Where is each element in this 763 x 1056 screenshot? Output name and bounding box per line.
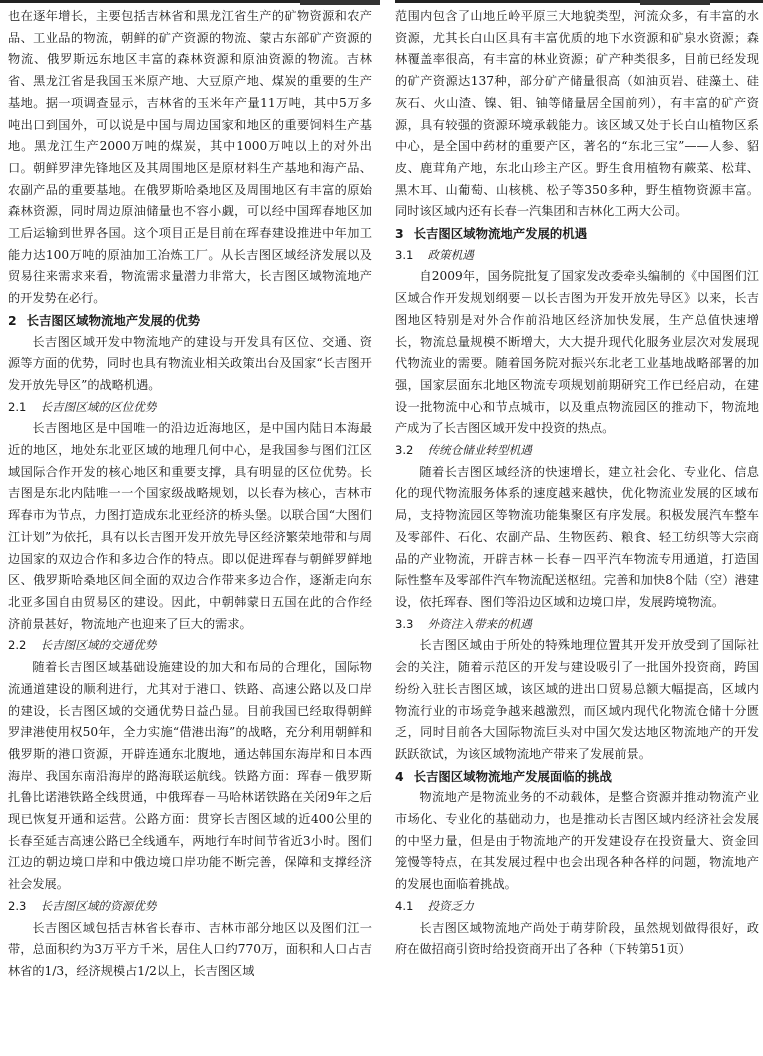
paragraph-2-2: 随着长吉图区域基础设施建设的加大和布局的合理化，国际物流通道建设的顺利进行，尤其对于港口、铁路、高速公路以及口岸的建设，长吉图区域的交通优势日益凸显。目前我国已经取得朝鲜罗津港使用权50年，全力实施“借港出海”的战略，充分利用朝鲜和俄罗斯的港口资源，开辟连通东北腹地，通达韩国东海岸和日本西海岸、我国东南沿海岸的路海联运航线。铁路方面：珲春－俄罗斯扎鲁比诺港铁路全线贯通，中俄珲春－马哈林诺铁路在关闭9年之后现已恢复开通和运营。公路方面：贯穿长吉图区域的近400公里的长春至延吉高速公路已全线通车，两地行车时间节省近3小时。图们江边的朝边境口岸和中俄边境口岸功能不断完善，保障和支撑经济社会发展。	[8, 660, 372, 892]
section-4-number: 4	[395, 768, 404, 784]
section-2-title: 长吉图区域物流地产发展的优势	[26, 312, 201, 328]
section-3-title: 长吉图区域物流地产发展的机遇	[413, 226, 588, 242]
subsection-3-3-title: 外资注入带来的机遇	[427, 616, 532, 631]
section-2-number: 2	[8, 312, 17, 328]
subsection-2-3-heading	[8, 896, 372, 918]
section-2-heading	[8, 310, 372, 332]
subsection-3-2-heading	[395, 440, 759, 462]
paragraph-3-1: 自2009年，国务院批复了国家发改委牵头编制的《中国图们江区域合作开发规划纲要－以长吉图为开发开放先导区》以来，长吉图地区特别是对外合作前沿地区经济加快发展，生产总值快速增长，物流总量规模不断增大，大大提升现代化服务业层次对发展现代物流业的需要。随着国务院对振兴东北老工业基地战略部署的加强，国家层面东北地区物流专项规划前期研究工作已经启动，在建设一批物流中心和节点城市，以及重点物流园区的推动下，物流地产成为了长吉图区域开发中投资的热点。	[395, 269, 759, 436]
subsection-3-3-number: 3.3	[395, 616, 414, 631]
subsection-2-1-heading	[8, 397, 372, 419]
section-4-title: 长吉图区域物流地产发展面临的挑战	[413, 768, 612, 784]
subsection-4-1-heading	[395, 896, 759, 918]
paragraph-4-1: 长吉图区域物流地产尚处于萌芽阶段，虽然规划做得很好，政府在做招商引资时给投资商开出了各种（下转第51页）	[395, 920, 759, 957]
paragraph-intro-continued: 也在逐年增长，主要包括吉林省和黑龙江省生产的矿物资源和农产品、工业品的物流，朝鲜的矿产资源的物流、蒙古东部矿产资源的物流、俄罗斯远东地区丰富的森林资源和原油资源的物流。吉林省、黑龙江省是我国玉米原产地、大豆原产地、煤炭的重要的生产基地。据一项调查显示，吉林省的玉米年产量11万吨，其中5万多吨出口到国外，可以说是中国与周边国家和地区的重要饲料生产基地。黑龙江生产2000万吨的煤炭，其中1000万吨以上的对外出口。朝鲜罗津先锋地区及其周围地区是原材料生产基地和海产品、农副产品的重要基地。在俄罗斯哈桑地区及周围地区有丰富的原始森林资源，同时周边原油储量也不容小觑，可以经中国珲春地区加工后运输到世界各国。这个项目正是目前在珲春建设推进中年加工能力达100万吨的原油加工冶炼工厂。从长吉图区域经济发展以及贸易往来需求来看，物流需求量潜力非常大，长吉图区域物流地产的开发势在必行。	[8, 9, 372, 306]
paragraph-2-3-continued: 范围内包含了山地丘岭平原三大地貌类型，河流众多，有丰富的水资源，尤其长白山区具有丰富优质的地下水资源和矿泉水资源；森林覆盖率很高，有丰富的林业资源；矿产种类很多，目前已经发现的矿产资源达137种，部分矿产储量很高（如油页岩、硅藻土、硅灰石、火山渣、镍、钼、铀等储量居全国前列），有丰富的矿产资源，具有较强的资源环境承载能力。该区域又处于长白山植物区系中心，是全国中药材的重要产区，著名的“东北三宝”——人参、貂皮、鹿茸角产地，东北山珍主产区。野生食用植物有蕨菜、松茸、黑木耳、山葡萄、山核桃、松子等350多种，野生植物资源丰富。同时该区域内还有长春一汽集团和吉林化工两大公司。	[395, 9, 759, 219]
subsection-3-1-heading	[395, 245, 759, 267]
subsection-4-1-number: 4.1	[395, 898, 414, 913]
header-mark-right	[640, 0, 710, 5]
section-4-heading	[395, 766, 759, 788]
subsection-2-2-number: 2.2	[8, 638, 27, 653]
paragraph-section-4: 物流地产是物流业务的不动载体，是整合资源并推动物流产业市场化、专业化的基础动力，也是推动长吉图区域内经济社会发展的中坚力量，但是由于物流地产的开发建设存在投资量大、资金回笼慢等特点，在其发展过程中也会出现各种各样的问题，物流地产的发展也面临着挑战。	[395, 790, 759, 892]
subsection-3-2-number: 3.2	[395, 443, 414, 458]
section-3-heading	[395, 223, 759, 245]
subsection-2-3-title: 长吉图区域的资源优势	[40, 898, 157, 913]
subsection-2-1-number: 2.1	[8, 399, 27, 414]
header-mark-left	[300, 0, 380, 5]
paragraph-3-2: 随着长吉图区域经济的快速增长，建立社会化、专业化、信息化的现代物流服务体系的速度越来越快，优化物流业发展的区域布局，支持物流园区等物流功能集聚区有序发展。积极发展汽车整车及零部件、石化、农副产品、生物医药、粮食、轻工纺织等大宗商品的产业物流，开辟吉林－长春－四平汽车物流专用通道，打造国际性整车及零部件汽车物流配送枢纽。完善和加快8个陆（空）港建设，依托珲春、图们等沿边区域和边境口岸，发展跨境物流。	[395, 464, 759, 609]
subsection-3-1-title: 政策机遇	[427, 247, 474, 262]
paragraph-2-1: 长吉图地区是中国唯一的沿边近海地区，是中国内陆日本海最近的地区，地处东北亚区域的地理几何中心，是我国参与图们江区域国际合作开发的核心地区和重要支撑，具有明显的区位优势。长吉图是东北内陆唯一一个国家级战略规划，以长春为核心，吉林市珲春市为节点，力图打造成东北亚经济的桥头堡。以联合国“大图们江计划”为依托，具有以长吉图开发开放先导区经济繁荣地带和与周边国家的双边合作和多边合作的特点。即以促进珲春与朝鲜罗鲜地区、俄罗斯哈桑地区间全面的双边合作带来多边合作，逐渐走向东北亚多国自由贸易区的建设。因此，中朝韩蒙日五国在此的合作经济前景甚好，物流地产也迎来了巨大的需求。	[8, 421, 372, 631]
paragraph-section-2: 长吉图区域开发中物流地产的建设与开发具有区位、交通、资源等方面的优势，同时也具有物流业相关政策出台及国家“长吉图开发开放先导区”的战略机遇。	[8, 334, 372, 392]
subsection-3-3-heading	[395, 614, 759, 636]
subsection-2-3-number: 2.3	[8, 898, 27, 913]
paragraph-2-3: 长吉图区域包括吉林省长春市、吉林市部分地区以及图们江一带，总面积约为3万平方千米，居住人口约770万，面积和人口占吉林省的1/3，经济规模占1/2以上，长吉图区域	[8, 920, 372, 978]
subsection-4-1-title: 投资乏力	[427, 898, 474, 913]
subsection-2-2-title: 长吉图区域的交通优势	[40, 638, 157, 653]
subsection-3-2-title: 传统仓储业转型机遇	[427, 443, 532, 458]
paragraph-3-3: 长吉图区域由于所处的特殊地理位置其开发开放受到了国际社会的关注，随着示范区的开发与建设吸引了一批国外投资商，跨国纷纷入驻长吉图区域，该区域的进出口贸易总额大幅提高，区域内物流行业的市场竞争越来越激烈，而区域内现代化物流仓储十分匮乏，同时目前各大国际物流巨头对中国欠发达地区物流地产的开发跃跃欲试，为该区域物流地产带来了发展前景。	[395, 638, 759, 761]
subsection-3-1-number: 3.1	[395, 247, 414, 262]
right-column	[395, 6, 759, 961]
subsection-2-2-heading	[8, 635, 372, 657]
left-column	[8, 6, 372, 983]
section-3-number: 3	[395, 226, 404, 242]
subsection-2-1-title: 长吉图区域的区位优势	[40, 399, 157, 414]
